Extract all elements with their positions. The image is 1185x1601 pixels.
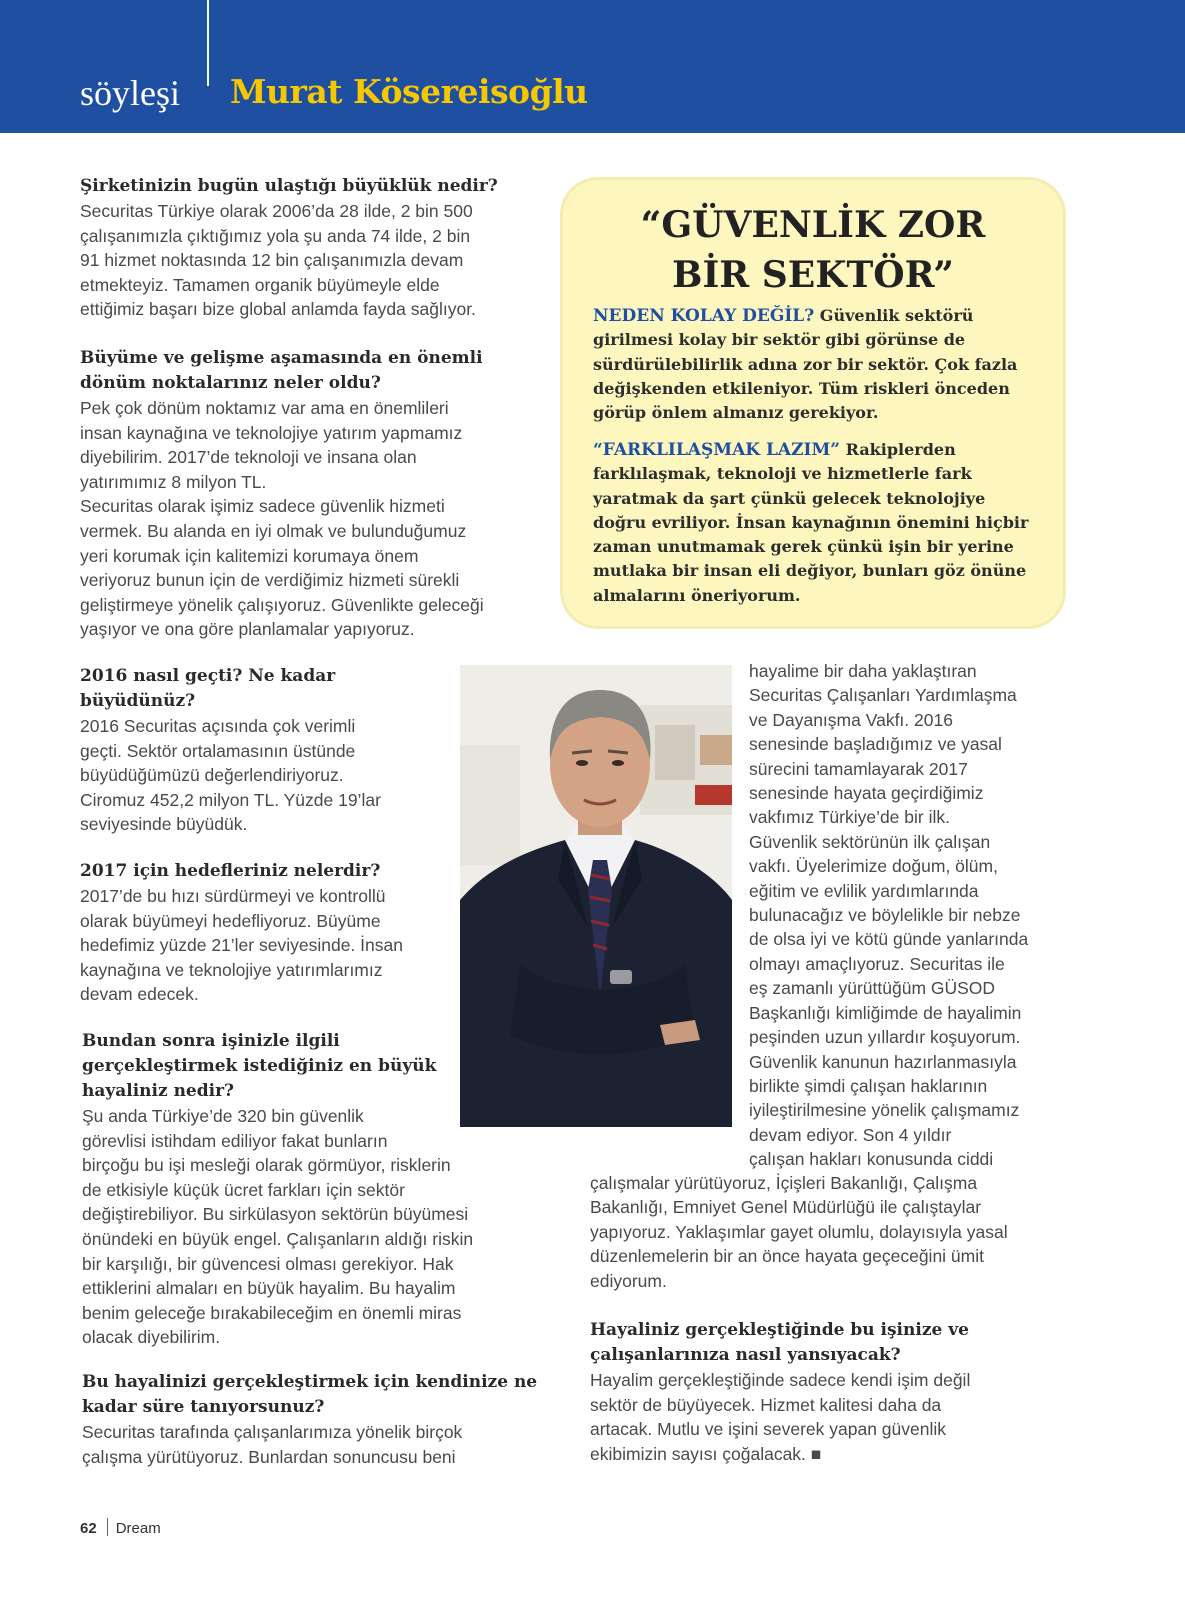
right-column-text: hayalime bir daha yaklaştıran Securitas Çalışanları Yardımlaşma ve Dayanışma Vakfı. 2016 senesinde başladığımız ve yasal sürecini tamamlayarak 2017 senesinde hayata geçirdiğimiz vakfımız Türkiye’de bir ilk. Güvenlik sektörünün ilk çalışan vakfı. Üyelerimize doğum, ölüm, eğitim ve evlilik yardımlarında bulunacağız ve böylelikle bir nebze de olsa iyi ve kötü günde yanlarında olmayı amaçlıyoruz. Securitas ile eş zamanlı yürüttüğüm GÜSOD Başkanlığı kimliğimde de hayalimin peşinden uzun yıllardır koşuyorum. Güvenlik kanunun hazırlanmasıyla birlikte şimdi çalışan haklarının iyileştirilmesine yönelik çalışmamız devam ediyor. Son 4 yıldır çalışan hakları konusunda ciddi [749, 661, 1029, 1170]
section-label: söyleşi [80, 73, 181, 113]
answer: Securitas tarafında çalışanlarımıza yönelik birçok çalışma yürütüyoruz. Bunlardan sonuncusu beni [82, 1422, 463, 1467]
page-number: 62 [80, 1520, 97, 1537]
interviewee-name: Murat Kösereisoğlu [230, 72, 588, 111]
qa-block-1 [80, 174, 540, 322]
question: Şirketinizin bugün ulaştığı büyüklük nedir? [80, 176, 498, 196]
magazine-name: Dream [115, 1520, 161, 1537]
right-wide-text: çalışmalar yürütüyoruz, İçişleri Bakanlığı, Çalışma Bakanlığı, Emniyet Genel Müdürlüğü ile çalıştaylar yapıyoruz. Yaklaşımlar gayet olumlu, dolayısıyla yasal düzenlemelerin bir an önce hayata geçeceğini ümit ediyorum. [590, 1173, 1008, 1291]
callout-paragraph-1: NEDEN KOLAY DEĞİL? Güvenlik sektörü girilmesi kolay bir sektör gibi görünse de sürdürülebilirlik adına zor bir sektör. Çok fazla değişkenden etkileniyor. Tüm riskleri önceden görüp önlem almanız gerekiyor. [593, 306, 1018, 423]
callout-lead-2: “FARKLILAŞMAK LAZIM” [593, 440, 841, 460]
answer: 2017’de bu hızı sürdürmeyi ve kontrollü olarak büyümeyi hedefliyoruz. Büyüme hedefimiz yüzde 21’ler seviyesinde. İnsan kaynağına ve teknolojiye yatırımlarımız devam edecek. [80, 886, 403, 1005]
answer: Pek çok dönüm noktamız var ama en önemlileri insan kaynağına ve teknolojiye yatırım yapmamız diyebilirim. 2017’de teknoloji ve insana olan yatırımımız 8 milyon TL. Securitas olarak işimiz sadece güvenlik hizmeti vermek. Bu alanda en iyi olmak ve bulunduğumuz yeri korumak için kalitemizi korumaya önem veriyoruz bunun için de verdiğimiz hizmeti sürekli geliştirmeye yönelik çalışıyoruz. Güvenlikte geleceği yaşıyor ve ona göre planlamalar yapıyoruz. [80, 398, 484, 640]
portrait-illustration [460, 665, 732, 1127]
page-footer [80, 1518, 161, 1537]
answer: Şu anda Türkiye’de 320 bin güvenlik görevlisi istihdam ediliyor fakat bunların birçoğu bu işi mesleği olarak görmüyor, risklerin de etkisiyle küçük ücret farkları için sektör değiştirebiliyor. Bu sirkülasyon sektörün büyümesi önündeki en büyük engel. Çalışanların aldığı riskin bir karşılığı, bir güvencesi olması gerekiyor. Hak ettiklerini almaları en büyük hayalim. Bu hayalim benim geleceğe bırakabileceğim en önemli miras olacak diyebilirim. [82, 1106, 474, 1348]
question: 2016 nasıl geçti? Ne kadar büyüdünüz? [80, 666, 336, 711]
callout-lead-1: NEDEN KOLAY DEĞİL? [593, 306, 815, 326]
question: Hayaliniz gerçekleştiğinde bu işinize ve çalışanlarınıza nasıl yansıyacak? [590, 1320, 969, 1365]
header-bar [0, 0, 1185, 133]
answer: Securitas Türkiye olarak 2006’da 28 ilde, 2 bin 500 çalışanımızla çıktığımız yola şu anda 74 ilde, 2 bin 91 hizmet noktasında 12 bin çalışanımızla devam etmekteyiz. Tamamen organik büyümeyle elde ettiğimiz başarı bize global anlamda fayda sağlıyor. [80, 201, 476, 320]
footer-divider [107, 1518, 108, 1536]
header-divider [207, 0, 209, 86]
pull-quote-title: “GÜVENLİK ZOR BİR SEKTÖR” [640, 204, 986, 296]
qa-block-3 [80, 664, 460, 837]
question: Bundan sonra işinizle ilgili gerçekleştirmek istediğiniz en büyük hayaliniz nedir? [82, 1031, 437, 1101]
answer: Hayalim gerçekleştiğinde sadece kendi işim değil sektör de büyüyecek. Hizmet kalitesi daha da artacak. Mutlu ve işini severek yapan güvenlik ekibimizin sayısı çoğalacak. ■ [590, 1370, 971, 1464]
qa-block-7 [590, 1318, 1070, 1466]
qa-block-2 [80, 346, 540, 642]
question: 2017 için hedefleriniz nelerdir? [80, 861, 381, 881]
question: Büyüme ve gelişme aşamasında en önemli dönüm noktalarınız neler oldu? [80, 348, 483, 393]
answer: 2016 Securitas açısında çok verimli geçti. Sektör ortalamasının üstünde büyüdüğümüzü değerlendiriyoruz. Ciromuz 452,2 milyon TL. Yüzde 19’lar seviyesinde büyüdük. [80, 716, 381, 835]
callout-paragraph-2: “FARKLILAŞMAK LAZIM” Rakiplerden farklılaşmak, teknoloji ve hizmetlerle fark yaratmak da şart çünkü gelecek teknolojiye doğru evriliyor. İnsan kaynağının önemini hiçbir zaman unutmamak gerek çünkü işin bir yerine mutlaka bir insan eli değiyor, bunları göz önüne almalarını öneriyorum. [593, 440, 1029, 605]
portrait-photo [460, 665, 732, 1127]
qa-block-6 [82, 1370, 552, 1469]
qa-block-4 [80, 859, 460, 1007]
question: Bu hayalinizi gerçekleştirmek için kendinize ne kadar süre tanıyorsunuz? [82, 1372, 538, 1417]
